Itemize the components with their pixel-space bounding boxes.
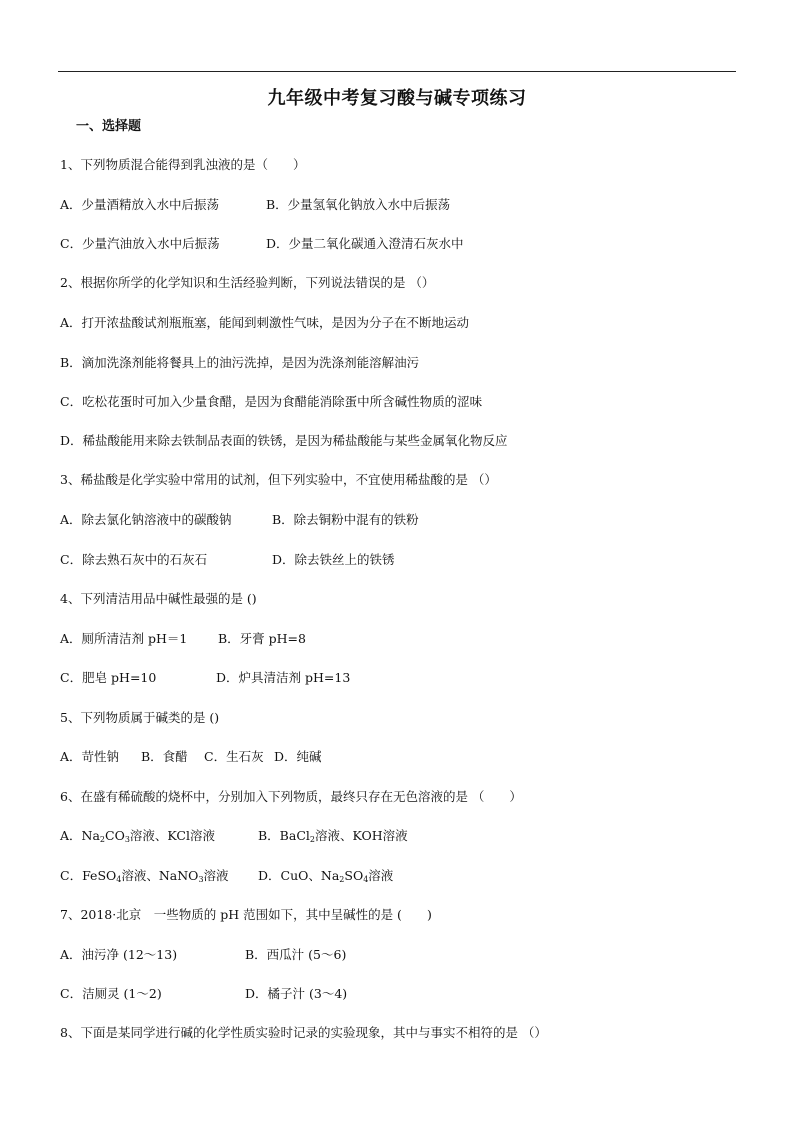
question-6-options-ab bbox=[60, 828, 408, 844]
question-7-stem: 7、2018·北京 一些物质的 pH 范围如下，其中呈碱性的是 ( ) bbox=[60, 907, 432, 922]
page-title: 九年级中考复习酸与碱专项练习 bbox=[267, 88, 527, 109]
question-6-options-cd bbox=[60, 868, 393, 884]
question-3-stem: 3、稀盐酸是化学实验中常用的试剂，但下列实验中，不宜使用稀盐酸的是 （） bbox=[60, 472, 497, 487]
question-4-stem: 4、下列清洁用品中碱性最强的是 () bbox=[60, 591, 257, 606]
option-a: A．油污净 (12～13) bbox=[60, 947, 178, 962]
option-c: C．生石灰 bbox=[204, 749, 264, 764]
question-2-option-a: A．打开浓盐酸试剂瓶瓶塞，能闻到刺激性气味，是因为分子在不断地运动 bbox=[60, 315, 470, 330]
option-b: B．少量氢氧化钠放入水中后振荡 bbox=[266, 197, 451, 212]
question-1-options-cd bbox=[60, 236, 464, 252]
option-b: B．食醋 bbox=[141, 749, 188, 764]
option-d: D．纯碱 bbox=[274, 749, 322, 764]
option-d: D．除去铁丝上的铁锈 bbox=[272, 552, 395, 567]
option-b: B．牙膏 pH=8 bbox=[218, 631, 306, 646]
question-4-options-ab bbox=[60, 631, 306, 647]
question-2-option-b: B．滴加洗涤剂能将餐具上的油污洗掉，是因为洗涤剂能溶解油污 bbox=[60, 355, 420, 370]
option-c: C．少量汽油放入水中后振荡 bbox=[60, 236, 220, 251]
option-a: A．厕所清洁剂 pH＝1 bbox=[60, 631, 188, 646]
option-c: C．FeSO$_4$溶液、NaNO$_3$溶液 bbox=[60, 868, 229, 884]
question-7-options-cd bbox=[60, 986, 347, 1002]
option-a: A．苛性钠 bbox=[60, 749, 120, 764]
option-d: D．炉具清洁剂 pH=13 bbox=[216, 670, 351, 685]
option-d: D．CuO、$Na_2SO_4$溶液 bbox=[258, 868, 394, 884]
option-c: C．洁厕灵 (1～2) bbox=[60, 986, 162, 1001]
question-3-options-ab bbox=[60, 512, 419, 528]
option-a: A．少量酒精放入水中后振荡 bbox=[60, 197, 220, 212]
option-d: D．橘子汁 (3～4) bbox=[245, 986, 348, 1001]
option-b: B．除去铜粉中混有的铁粉 bbox=[272, 512, 419, 527]
question-3-options-cd bbox=[60, 552, 395, 568]
option-c: C．肥皂 pH=10 bbox=[60, 670, 157, 685]
question-7-options-ab bbox=[60, 947, 346, 963]
question-2-stem: 2、根据你所学的化学知识和生活经验判断，下列说法错误的是 （） bbox=[60, 275, 435, 290]
option-d: D．少量二氧化碳通入澄清石灰水中 bbox=[266, 236, 464, 251]
question-5-options bbox=[60, 749, 322, 765]
option-a: A．除去氯化钠溶液中的碳酸钠 bbox=[60, 512, 232, 527]
question-4-options-cd bbox=[60, 670, 350, 686]
question-6-stem: 6、在盛有稀硫酸的烧杯中，分别加入下列物质，最终只存在无色溶液的是 （ ） bbox=[60, 789, 522, 804]
option-c: C．除去熟石灰中的石灰石 bbox=[60, 552, 208, 567]
section-heading: 一、选择题 bbox=[76, 119, 142, 134]
option-b: B．BaCl$_2$溶液、KOH溶液 bbox=[258, 828, 408, 844]
option-b: B．西瓜汁 (5～6) bbox=[245, 947, 347, 962]
question-1-options-ab bbox=[60, 197, 450, 213]
question-1-stem: 1、下列物质混合能得到乳浊液的是（ ） bbox=[60, 157, 306, 172]
option-a: A．$Na_2CO_3$溶液、KCl溶液 bbox=[60, 828, 215, 844]
question-5-stem: 5、下列物质属于碱类的是 () bbox=[60, 710, 220, 725]
question-8-stem: 8、下面是某同学进行碱的化学性质实验时记录的实验现象，其中与事实不相符的是 （） bbox=[60, 1025, 547, 1040]
header-rule bbox=[58, 71, 736, 72]
question-2-option-c: C．吃松花蛋时可加入少量食醋，是因为食醋能消除蛋中所含碱性物质的涩味 bbox=[60, 394, 483, 409]
question-2-option-d: D．稀盐酸能用来除去铁制品表面的铁锈，是因为稀盐酸能与某些金属氧化物反应 bbox=[60, 433, 508, 448]
